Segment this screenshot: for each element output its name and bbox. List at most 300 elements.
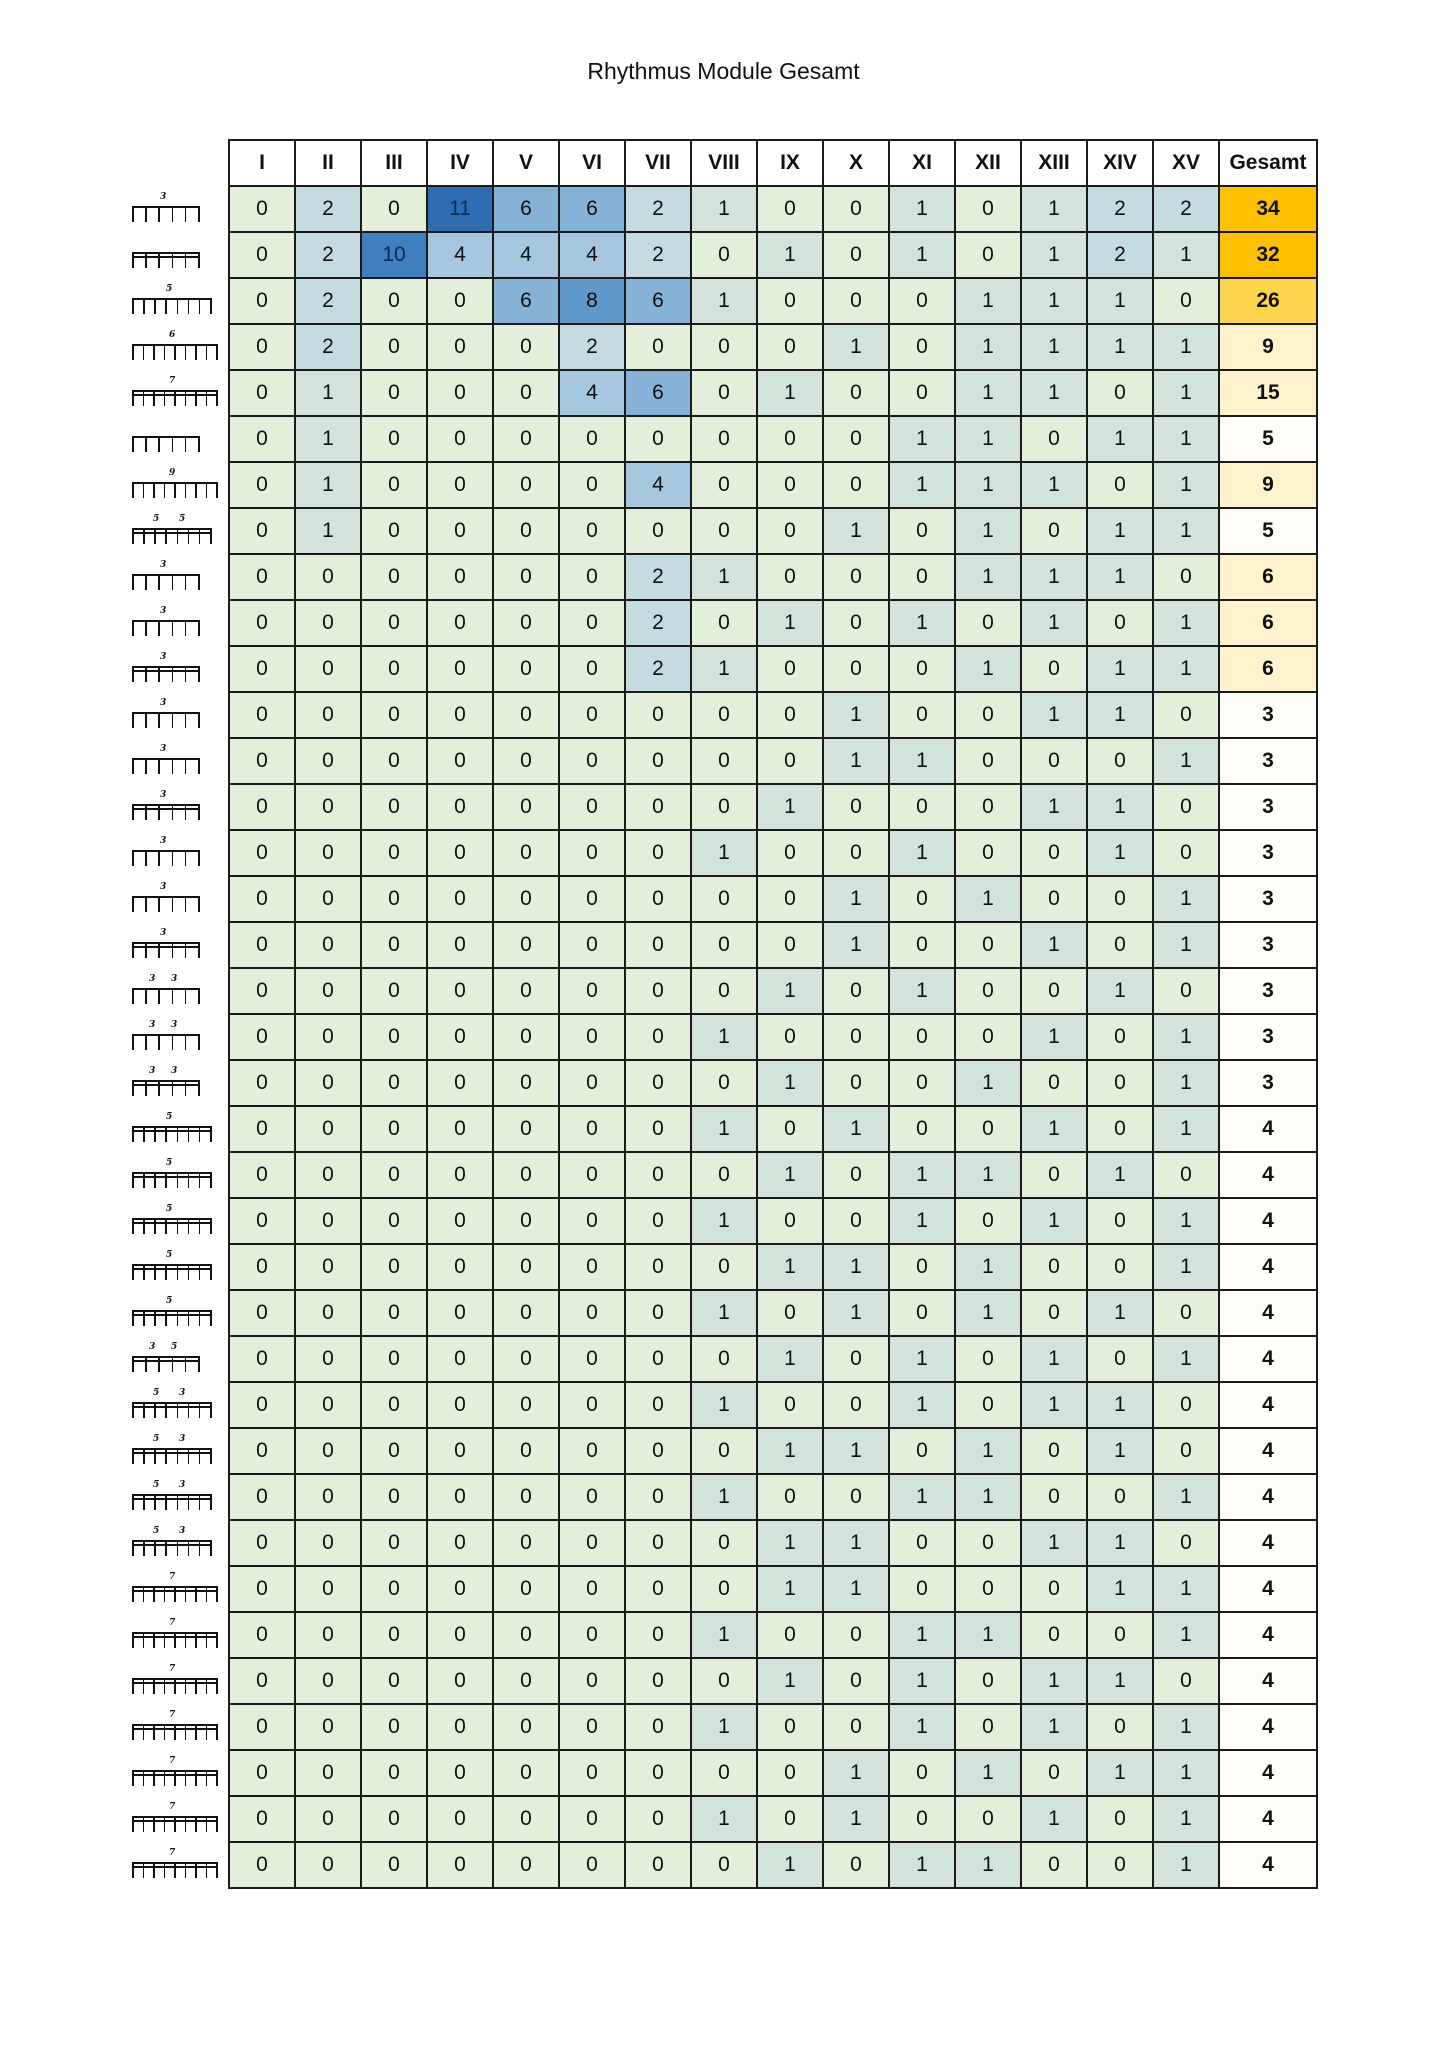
table-cell: 0 bbox=[955, 186, 1021, 232]
rhythm-module-table bbox=[228, 139, 1318, 1889]
table-cell: 1 bbox=[889, 830, 955, 876]
note-stem bbox=[145, 206, 147, 222]
rhythm-figure bbox=[130, 1473, 226, 1519]
table-cell: 1 bbox=[823, 1106, 889, 1152]
table-cell: 0 bbox=[361, 186, 427, 232]
table-cell: 1 bbox=[757, 1244, 823, 1290]
table-cell: 6 bbox=[493, 278, 559, 324]
table-cell: 0 bbox=[757, 1198, 823, 1244]
total-cell: 4 bbox=[1219, 1244, 1317, 1290]
table-cell: 0 bbox=[493, 738, 559, 784]
table-cell: 0 bbox=[229, 1474, 295, 1520]
table-cell: 1 bbox=[1021, 1336, 1087, 1382]
table-cell: 0 bbox=[427, 1014, 493, 1060]
note-stem bbox=[153, 1724, 155, 1740]
table-cell: 0 bbox=[361, 1152, 427, 1198]
total-cell: 4 bbox=[1219, 1566, 1317, 1612]
note-stem bbox=[143, 1218, 145, 1234]
table-cell: 0 bbox=[625, 968, 691, 1014]
total-cell: 4 bbox=[1219, 1474, 1317, 1520]
note-stem bbox=[216, 1724, 218, 1740]
note-stem bbox=[210, 1264, 212, 1280]
table-cell: 1 bbox=[1153, 646, 1219, 692]
table-row bbox=[229, 1014, 1317, 1060]
rhythm-notation-icon bbox=[130, 1158, 220, 1190]
table-cell: 0 bbox=[493, 600, 559, 646]
table-cell: 1 bbox=[1087, 1290, 1153, 1336]
table-cell: 1 bbox=[955, 1152, 1021, 1198]
note-stem bbox=[198, 620, 200, 636]
note-stem bbox=[165, 528, 167, 544]
note-stem bbox=[143, 1770, 145, 1786]
beam bbox=[132, 620, 198, 622]
table-cell: 1 bbox=[1021, 462, 1087, 508]
table-cell: 0 bbox=[361, 1658, 427, 1704]
tuplet-label: 5 bbox=[166, 1250, 173, 1260]
note-stem bbox=[132, 252, 134, 268]
table-cell: 0 bbox=[823, 462, 889, 508]
table-cell: 1 bbox=[823, 922, 889, 968]
table-cell: 0 bbox=[295, 1520, 361, 1566]
table-cell: 0 bbox=[295, 1842, 361, 1888]
table-cell: 0 bbox=[559, 692, 625, 738]
table-cell: 0 bbox=[295, 646, 361, 692]
tuplet-label: 3 bbox=[160, 744, 167, 754]
table-cell: 1 bbox=[823, 1290, 889, 1336]
note-stem bbox=[165, 1310, 167, 1326]
note-stem bbox=[164, 1770, 166, 1786]
table-cell: 0 bbox=[889, 646, 955, 692]
table-cell: 0 bbox=[757, 324, 823, 370]
table-row bbox=[229, 1106, 1317, 1152]
table-cell: 0 bbox=[295, 692, 361, 738]
table-cell: 1 bbox=[757, 1152, 823, 1198]
note-stem bbox=[188, 1402, 190, 1418]
note-stem bbox=[158, 804, 160, 820]
table-cell: 0 bbox=[691, 1842, 757, 1888]
table-cell: 0 bbox=[625, 1750, 691, 1796]
note-stem bbox=[154, 1448, 156, 1464]
table-cell: 0 bbox=[361, 462, 427, 508]
table-cell: 0 bbox=[757, 646, 823, 692]
table-cell: 0 bbox=[229, 278, 295, 324]
note-stem bbox=[206, 1862, 208, 1878]
note-stem bbox=[143, 1816, 145, 1832]
note-stem bbox=[164, 1678, 166, 1694]
tuplet-label: 3 bbox=[160, 882, 167, 892]
table-cell: 0 bbox=[427, 876, 493, 922]
note-stem bbox=[185, 1586, 187, 1602]
table-row bbox=[229, 1382, 1317, 1428]
table-cell: 0 bbox=[229, 232, 295, 278]
table-cell: 1 bbox=[955, 462, 1021, 508]
note-stem bbox=[185, 1770, 187, 1786]
note-stem bbox=[132, 988, 134, 1004]
table-cell: 0 bbox=[493, 1060, 559, 1106]
table-cell: 0 bbox=[559, 830, 625, 876]
table-cell: 0 bbox=[427, 1106, 493, 1152]
note-stem bbox=[153, 390, 155, 406]
note-stem bbox=[143, 482, 145, 498]
note-stem bbox=[154, 528, 156, 544]
table-cell: 1 bbox=[1087, 646, 1153, 692]
table-cell: 1 bbox=[1153, 876, 1219, 922]
table-cell: 0 bbox=[955, 1566, 1021, 1612]
table-cell: 1 bbox=[1021, 186, 1087, 232]
tuplet-label: 5 bbox=[171, 1342, 178, 1352]
total-cell: 4 bbox=[1219, 1612, 1317, 1658]
rhythm-notation-icon bbox=[130, 744, 220, 776]
table-cell: 0 bbox=[559, 922, 625, 968]
tuplet-label: 3 bbox=[160, 192, 167, 202]
rhythm-figure bbox=[130, 231, 226, 277]
table-cell: 1 bbox=[889, 1612, 955, 1658]
note-stem bbox=[132, 666, 134, 682]
table-cell: 0 bbox=[493, 1336, 559, 1382]
table-cell: 0 bbox=[889, 324, 955, 370]
table-cell: 0 bbox=[889, 1750, 955, 1796]
table-cell: 0 bbox=[559, 1842, 625, 1888]
table-cell: 0 bbox=[229, 922, 295, 968]
table-cell: 0 bbox=[229, 784, 295, 830]
table-cell: 1 bbox=[1087, 324, 1153, 370]
table-cell: 0 bbox=[427, 600, 493, 646]
note-stem bbox=[199, 1448, 201, 1464]
tuplet-label: 3 bbox=[171, 1066, 178, 1076]
table-cell: 1 bbox=[1153, 922, 1219, 968]
table-cell: 1 bbox=[1153, 1106, 1219, 1152]
rhythm-figure bbox=[130, 1427, 226, 1473]
note-stem bbox=[185, 390, 187, 406]
table-cell: 0 bbox=[757, 1474, 823, 1520]
table-cell: 0 bbox=[757, 1106, 823, 1152]
table-cell: 0 bbox=[229, 1336, 295, 1382]
table-row bbox=[229, 1566, 1317, 1612]
table-cell: 1 bbox=[889, 1704, 955, 1750]
table-cell: 1 bbox=[823, 324, 889, 370]
table-cell: 1 bbox=[691, 830, 757, 876]
note-stem bbox=[185, 252, 187, 268]
table-cell: 1 bbox=[1153, 370, 1219, 416]
note-stem bbox=[188, 1172, 190, 1188]
table-cell: 0 bbox=[427, 278, 493, 324]
rhythm-notation-icon bbox=[130, 1618, 220, 1650]
note-stem bbox=[132, 1540, 134, 1556]
note-stem bbox=[132, 1356, 134, 1372]
table-cell: 0 bbox=[229, 416, 295, 462]
note-stem bbox=[199, 1402, 201, 1418]
table-cell: 0 bbox=[229, 1428, 295, 1474]
note-stem bbox=[132, 206, 134, 222]
table-cell: 0 bbox=[757, 462, 823, 508]
table-cell: 0 bbox=[1021, 1566, 1087, 1612]
table-cell: 0 bbox=[757, 1290, 823, 1336]
table-cell: 0 bbox=[361, 1474, 427, 1520]
table-cell: 0 bbox=[361, 508, 427, 554]
table-cell: 1 bbox=[889, 232, 955, 278]
table-cell: 8 bbox=[559, 278, 625, 324]
tuplet-label: 5 bbox=[166, 1112, 173, 1122]
table-cell: 1 bbox=[691, 1106, 757, 1152]
note-stem bbox=[132, 620, 134, 636]
table-row bbox=[229, 1198, 1317, 1244]
table-cell: 0 bbox=[229, 1842, 295, 1888]
note-stem bbox=[143, 344, 145, 360]
note-stem bbox=[185, 1080, 187, 1096]
table-cell: 6 bbox=[625, 370, 691, 416]
rhythm-notation-icon bbox=[130, 1572, 220, 1604]
note-stem bbox=[177, 1402, 179, 1418]
table-cell: 1 bbox=[955, 876, 1021, 922]
table-cell: 0 bbox=[1087, 1336, 1153, 1382]
table-cell: 1 bbox=[1153, 1336, 1219, 1382]
table-cell: 1 bbox=[823, 1566, 889, 1612]
table-cell: 0 bbox=[1153, 1520, 1219, 1566]
table-cell: 0 bbox=[757, 416, 823, 462]
table-cell: 1 bbox=[295, 416, 361, 462]
table-cell: 0 bbox=[559, 600, 625, 646]
table-cell: 0 bbox=[1087, 1796, 1153, 1842]
note-stem bbox=[206, 1586, 208, 1602]
table-row bbox=[229, 692, 1317, 738]
table-cell: 0 bbox=[493, 1612, 559, 1658]
table-cell: 0 bbox=[1153, 1290, 1219, 1336]
table-cell: 0 bbox=[691, 370, 757, 416]
note-stem bbox=[206, 1678, 208, 1694]
rhythm-notation-icon bbox=[130, 1204, 220, 1236]
note-stem bbox=[198, 850, 200, 866]
tuplet-label: 7 bbox=[169, 1710, 176, 1720]
rhythm-notation-icon bbox=[130, 1388, 220, 1420]
table-cell: 0 bbox=[823, 186, 889, 232]
table-cell: 0 bbox=[1021, 1290, 1087, 1336]
table-cell: 0 bbox=[427, 1428, 493, 1474]
note-stem bbox=[172, 988, 174, 1004]
note-stem bbox=[158, 1080, 160, 1096]
table-cell: 0 bbox=[757, 876, 823, 922]
table-cell: 0 bbox=[955, 968, 1021, 1014]
note-stem bbox=[177, 1310, 179, 1326]
table-cell: 0 bbox=[1021, 416, 1087, 462]
table-row bbox=[229, 876, 1317, 922]
rhythm-notation-icon bbox=[130, 606, 220, 638]
table-cell: 1 bbox=[955, 1060, 1021, 1106]
table-cell: 1 bbox=[889, 1152, 955, 1198]
note-stem bbox=[185, 206, 187, 222]
table-cell: 0 bbox=[427, 1612, 493, 1658]
table-cell: 0 bbox=[493, 1842, 559, 1888]
table-cell: 0 bbox=[295, 1060, 361, 1106]
table-cell: 0 bbox=[493, 692, 559, 738]
table-cell: 0 bbox=[1087, 1014, 1153, 1060]
table-cell: 0 bbox=[361, 1244, 427, 1290]
table-cell: 1 bbox=[955, 416, 1021, 462]
note-stem bbox=[172, 804, 174, 820]
rhythm-figure bbox=[130, 1243, 226, 1289]
table-cell: 0 bbox=[361, 784, 427, 830]
table-row bbox=[229, 1658, 1317, 1704]
total-cell: 26 bbox=[1219, 278, 1317, 324]
table-cell: 0 bbox=[295, 1612, 361, 1658]
table-cell: 1 bbox=[691, 554, 757, 600]
table-cell: 1 bbox=[1153, 738, 1219, 784]
note-stem bbox=[132, 712, 134, 728]
table-cell: 0 bbox=[823, 370, 889, 416]
beam bbox=[132, 436, 198, 438]
table-cell: 1 bbox=[1153, 1014, 1219, 1060]
table-cell: 10 bbox=[361, 232, 427, 278]
note-stem bbox=[195, 482, 197, 498]
table-cell: 0 bbox=[427, 1796, 493, 1842]
note-stem bbox=[177, 298, 179, 314]
column-header: V bbox=[493, 140, 559, 186]
note-stem bbox=[132, 1724, 134, 1740]
beam bbox=[132, 712, 198, 714]
table-cell: 1 bbox=[823, 1428, 889, 1474]
table-cell: 0 bbox=[955, 1704, 1021, 1750]
table-cell: 0 bbox=[229, 1382, 295, 1428]
note-stem bbox=[143, 1172, 145, 1188]
table-cell: 0 bbox=[691, 1152, 757, 1198]
note-stem bbox=[185, 1816, 187, 1832]
total-cell: 5 bbox=[1219, 508, 1317, 554]
tuplet-label: 5 bbox=[153, 514, 160, 524]
table-cell: 0 bbox=[427, 1152, 493, 1198]
table-cell: 0 bbox=[955, 784, 1021, 830]
table-cell: 0 bbox=[559, 508, 625, 554]
table-cell: 0 bbox=[625, 1014, 691, 1060]
note-stem bbox=[210, 298, 212, 314]
table-cell: 1 bbox=[1087, 1566, 1153, 1612]
note-stem bbox=[198, 574, 200, 590]
note-stem bbox=[210, 1540, 212, 1556]
table-cell: 0 bbox=[427, 416, 493, 462]
table-cell: 0 bbox=[427, 1382, 493, 1428]
note-stem bbox=[174, 1632, 176, 1648]
table-cell: 1 bbox=[1087, 1750, 1153, 1796]
table-cell: 0 bbox=[427, 554, 493, 600]
rhythm-notation-icon bbox=[130, 238, 220, 270]
table-cell: 0 bbox=[1153, 968, 1219, 1014]
note-stem bbox=[132, 942, 134, 958]
note-stem bbox=[164, 390, 166, 406]
note-stem bbox=[210, 1218, 212, 1234]
note-stem bbox=[199, 298, 201, 314]
note-stem bbox=[165, 1448, 167, 1464]
table-cell: 1 bbox=[1153, 1244, 1219, 1290]
note-stem bbox=[172, 896, 174, 912]
note-stem bbox=[185, 804, 187, 820]
note-stem bbox=[174, 482, 176, 498]
table-cell: 1 bbox=[1021, 692, 1087, 738]
note-stem bbox=[185, 482, 187, 498]
note-stem bbox=[185, 712, 187, 728]
table-cell: 1 bbox=[889, 416, 955, 462]
note-stem bbox=[188, 1264, 190, 1280]
note-stem bbox=[153, 482, 155, 498]
table-cell: 0 bbox=[1021, 830, 1087, 876]
table-cell: 0 bbox=[1021, 508, 1087, 554]
table-cell: 0 bbox=[1087, 370, 1153, 416]
note-stem bbox=[153, 1862, 155, 1878]
table-cell: 0 bbox=[427, 738, 493, 784]
table-cell: 0 bbox=[361, 1428, 427, 1474]
table-cell: 0 bbox=[625, 738, 691, 784]
table-cell: 0 bbox=[559, 1750, 625, 1796]
note-stem bbox=[195, 1862, 197, 1878]
column-header: X bbox=[823, 140, 889, 186]
table-cell: 0 bbox=[295, 1474, 361, 1520]
rhythm-notation-icon bbox=[130, 974, 220, 1006]
table-cell: 0 bbox=[559, 462, 625, 508]
note-stem bbox=[145, 1034, 147, 1050]
table-cell: 0 bbox=[559, 968, 625, 1014]
total-cell: 4 bbox=[1219, 1290, 1317, 1336]
table-cell: 1 bbox=[1153, 324, 1219, 370]
note-stem bbox=[132, 1586, 134, 1602]
table-cell: 0 bbox=[889, 1290, 955, 1336]
table-cell: 0 bbox=[295, 1014, 361, 1060]
note-stem bbox=[143, 1448, 145, 1464]
table-row bbox=[229, 1152, 1317, 1198]
rhythm-notation-icon bbox=[130, 1848, 220, 1880]
table-cell: 0 bbox=[229, 1658, 295, 1704]
table-cell: 1 bbox=[1021, 370, 1087, 416]
column-header: XIII bbox=[1021, 140, 1087, 186]
total-cell: 34 bbox=[1219, 186, 1317, 232]
note-stem bbox=[143, 1264, 145, 1280]
note-stem bbox=[143, 1632, 145, 1648]
table-cell: 0 bbox=[361, 370, 427, 416]
table-cell: 2 bbox=[295, 324, 361, 370]
column-header: Gesamt bbox=[1219, 140, 1317, 186]
note-stem bbox=[153, 1770, 155, 1786]
table-cell: 0 bbox=[1087, 1244, 1153, 1290]
rhythm-notation-icon bbox=[130, 836, 220, 868]
note-stem bbox=[143, 1494, 145, 1510]
table-cell: 0 bbox=[559, 1152, 625, 1198]
table-cell: 0 bbox=[361, 922, 427, 968]
table-cell: 0 bbox=[889, 922, 955, 968]
note-stem bbox=[132, 1218, 134, 1234]
table-cell: 2 bbox=[1153, 186, 1219, 232]
note-stem bbox=[198, 1080, 200, 1096]
note-stem bbox=[198, 758, 200, 774]
table-cell: 1 bbox=[1087, 1382, 1153, 1428]
table-cell: 0 bbox=[493, 1796, 559, 1842]
total-cell: 6 bbox=[1219, 554, 1317, 600]
table-cell: 0 bbox=[361, 1290, 427, 1336]
table-cell: 0 bbox=[229, 600, 295, 646]
table-cell: 0 bbox=[691, 1336, 757, 1382]
table-cell: 0 bbox=[427, 1474, 493, 1520]
beam bbox=[132, 1360, 198, 1362]
table-cell: 1 bbox=[757, 1428, 823, 1474]
table-cell: 1 bbox=[1087, 1520, 1153, 1566]
note-stem bbox=[216, 1816, 218, 1832]
tuplet-label: 3 bbox=[160, 928, 167, 938]
note-stem bbox=[145, 666, 147, 682]
table-cell: 0 bbox=[229, 324, 295, 370]
note-stem bbox=[188, 1540, 190, 1556]
note-stem bbox=[132, 1494, 134, 1510]
table-cell: 0 bbox=[625, 922, 691, 968]
table-cell: 0 bbox=[1021, 1842, 1087, 1888]
table-cell: 0 bbox=[1153, 278, 1219, 324]
table-cell: 0 bbox=[559, 1704, 625, 1750]
table-cell: 1 bbox=[1153, 1060, 1219, 1106]
table-cell: 2 bbox=[625, 186, 691, 232]
